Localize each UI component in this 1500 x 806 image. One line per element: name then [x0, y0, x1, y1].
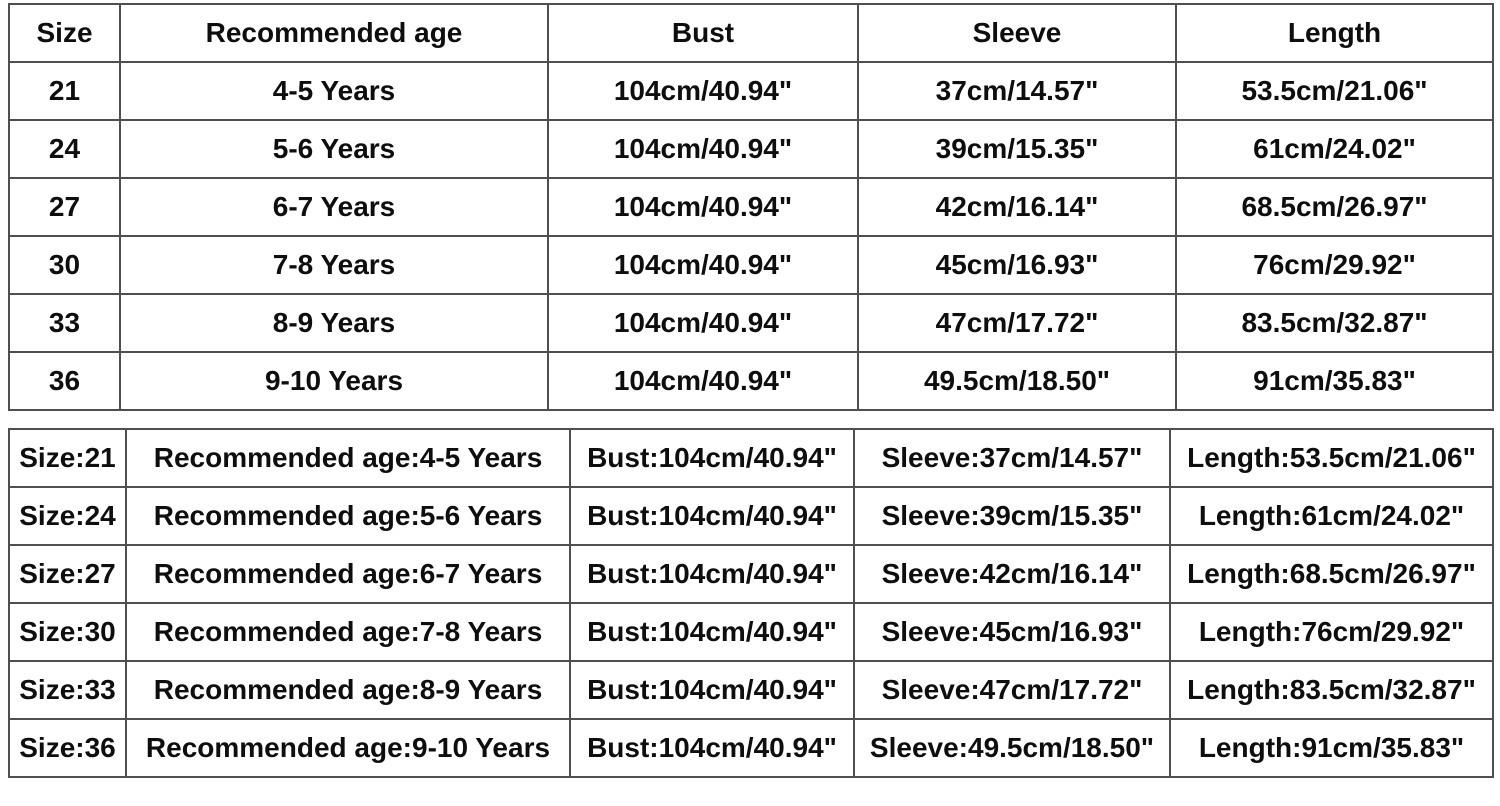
table-cell: Size:33	[9, 661, 126, 719]
table-cell: 37cm/14.57"	[858, 62, 1176, 120]
table-cell: 42cm/16.14"	[858, 178, 1176, 236]
table-cell: 27	[9, 178, 120, 236]
table-cell: Recommended age:9-10 Years	[126, 719, 570, 777]
table-cell: Size:21	[9, 429, 126, 487]
table-cell: 45cm/16.93"	[858, 236, 1176, 294]
table-row	[9, 603, 1493, 661]
table-cell: 9-10 Years	[120, 352, 548, 410]
column-header: Size	[9, 4, 120, 62]
table-cell: 104cm/40.94"	[548, 294, 858, 352]
column-header: Recommended age	[120, 4, 548, 62]
table-row	[9, 545, 1493, 603]
table-row	[9, 236, 1493, 294]
table-cell: 91cm/35.83"	[1176, 352, 1493, 410]
table-cell: Length:76cm/29.92"	[1170, 603, 1493, 661]
table-row	[9, 429, 1493, 487]
table-cell: Recommended age:7-8 Years	[126, 603, 570, 661]
table-cell: 104cm/40.94"	[548, 178, 858, 236]
table-cell: Sleeve:47cm/17.72"	[854, 661, 1170, 719]
table-cell: Bust:104cm/40.94"	[570, 719, 854, 777]
size-chart-page	[8, 0, 1492, 778]
table-cell: Sleeve:45cm/16.93"	[854, 603, 1170, 661]
table-cell: Sleeve:39cm/15.35"	[854, 487, 1170, 545]
table-cell: Recommended age:4-5 Years	[126, 429, 570, 487]
table-row	[9, 352, 1493, 410]
table-cell: Bust:104cm/40.94"	[570, 487, 854, 545]
table-cell: 104cm/40.94"	[548, 120, 858, 178]
table-row	[9, 487, 1493, 545]
table-cell: 8-9 Years	[120, 294, 548, 352]
table-cell: 30	[9, 236, 120, 294]
table-cell: Length:91cm/35.83"	[1170, 719, 1493, 777]
table-cell: 53.5cm/21.06"	[1176, 62, 1493, 120]
table-row	[9, 719, 1493, 777]
table-cell: 47cm/17.72"	[858, 294, 1176, 352]
table-cell: 104cm/40.94"	[548, 236, 858, 294]
table-cell: Length:61cm/24.02"	[1170, 487, 1493, 545]
table-row	[9, 294, 1493, 352]
table-cell: 39cm/15.35"	[858, 120, 1176, 178]
table-cell: 104cm/40.94"	[548, 352, 858, 410]
column-header: Sleeve	[858, 4, 1176, 62]
table-cell: Bust:104cm/40.94"	[570, 545, 854, 603]
size-chart-table-labeled-cells	[8, 428, 1494, 778]
table-cell: 61cm/24.02"	[1176, 120, 1493, 178]
table-cell: 68.5cm/26.97"	[1176, 178, 1493, 236]
table-cell: Recommended age:8-9 Years	[126, 661, 570, 719]
table-cell: Size:30	[9, 603, 126, 661]
table-cell: 24	[9, 120, 120, 178]
table-cell: Length:68.5cm/26.97"	[1170, 545, 1493, 603]
table-cell: 49.5cm/18.50"	[858, 352, 1176, 410]
table-cell: 4-5 Years	[120, 62, 548, 120]
table-cell: 7-8 Years	[120, 236, 548, 294]
column-header: Bust	[548, 4, 858, 62]
table-cell: Sleeve:42cm/16.14"	[854, 545, 1170, 603]
table-cell: 6-7 Years	[120, 178, 548, 236]
table-cell: Sleeve:37cm/14.57"	[854, 429, 1170, 487]
table-cell: Recommended age:6-7 Years	[126, 545, 570, 603]
table-cell: Recommended age:5-6 Years	[126, 487, 570, 545]
table-cell: 5-6 Years	[120, 120, 548, 178]
table-cell: 104cm/40.94"	[548, 62, 858, 120]
table-cell: Length:83.5cm/32.87"	[1170, 661, 1493, 719]
table-cell: Size:27	[9, 545, 126, 603]
table-cell: Size:24	[9, 487, 126, 545]
table-cell: 33	[9, 294, 120, 352]
table-cell: Bust:104cm/40.94"	[570, 429, 854, 487]
table-cell: 36	[9, 352, 120, 410]
table-cell: 83.5cm/32.87"	[1176, 294, 1493, 352]
table-cell: Length:53.5cm/21.06"	[1170, 429, 1493, 487]
table-row	[9, 178, 1493, 236]
table-row	[9, 62, 1493, 120]
table-cell: Bust:104cm/40.94"	[570, 603, 854, 661]
table-cell: 76cm/29.92"	[1176, 236, 1493, 294]
size-chart-table-with-headers	[8, 3, 1494, 411]
table-cell: Size:36	[9, 719, 126, 777]
table-row	[9, 661, 1493, 719]
table-row	[9, 120, 1493, 178]
table-cell: Sleeve:49.5cm/18.50"	[854, 719, 1170, 777]
table-cell: 21	[9, 62, 120, 120]
column-header: Length	[1176, 4, 1493, 62]
header-row	[9, 4, 1493, 62]
table-cell: Bust:104cm/40.94"	[570, 661, 854, 719]
